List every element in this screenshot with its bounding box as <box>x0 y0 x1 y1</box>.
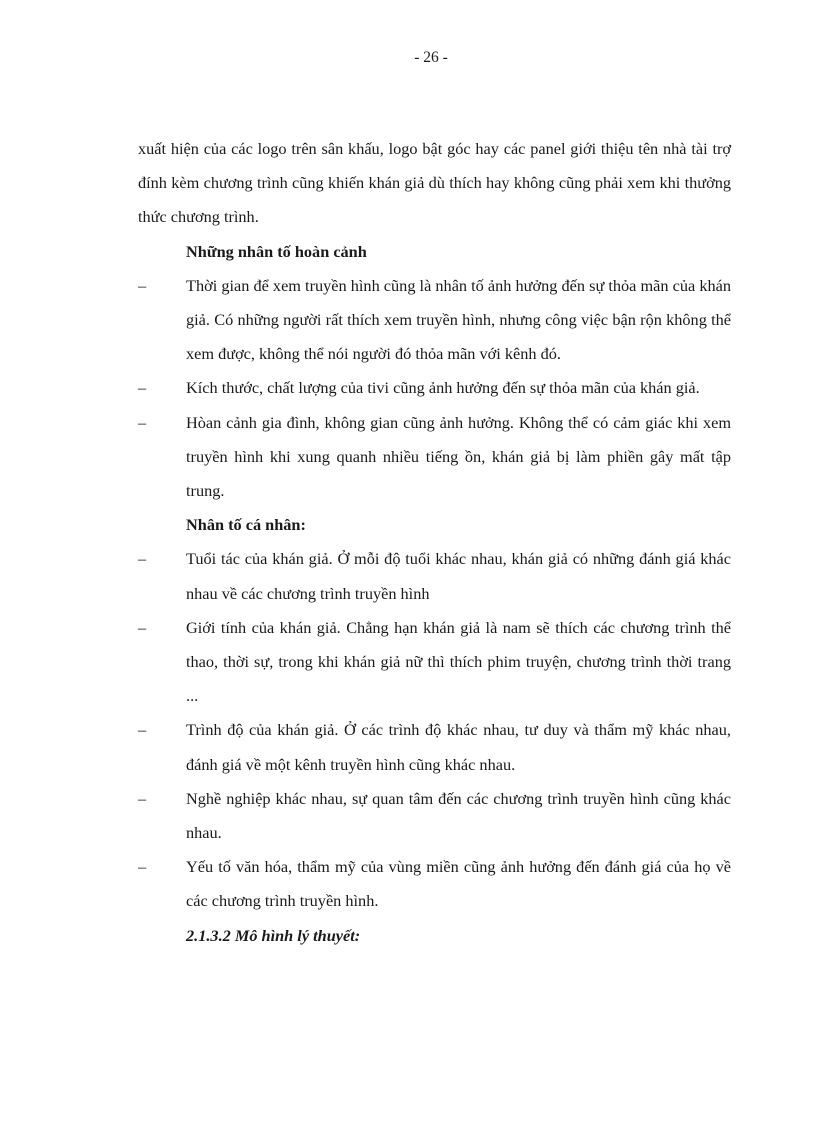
list-item <box>138 406 731 509</box>
bullet-dash: – <box>138 412 147 432</box>
list-item-text: Nghề nghiệp khác nhau, sự quan tâm đến các chương trình truyền hình cũng khác nhau. <box>186 788 731 843</box>
list-item-text: Hòan cảnh gia đình, không gian cũng ảnh hưởng. Không thể có cảm giác khi xem truyền hình khi xung quanh nhiều tiếng ồn, khán giả bị làm phiền gây mất tập trung. <box>186 412 731 501</box>
list-item-text: Kích thước, chất lượng của tivi cũng ảnh hưởng đến sự thỏa mãn của khán giả. <box>186 378 700 398</box>
section-heading-personal-factors: Nhân tố cá nhân: <box>186 515 306 535</box>
list-item-text: Trình độ của khán giả. Ở các trình độ khác nhau, tư duy và thẩm mỹ khác nhau, đánh giá về một kênh truyền hình cũng khác nhau. <box>186 720 731 774</box>
list-item <box>138 542 731 610</box>
bullet-dash: – <box>138 549 147 569</box>
bullet-dash: – <box>138 857 147 877</box>
bullet-dash: – <box>138 720 147 740</box>
bullet-dash: – <box>138 378 147 398</box>
list-item <box>138 713 731 781</box>
list-item <box>138 782 731 850</box>
intro-paragraph: xuất hiện của các logo trên sân khấu, logo bật góc hay các panel giới thiệu tên nhà tài trợ đính kèm chương trình cũng khiến khán giả dù thích hay không cũng phải xem khi thưởng thức chương trình. <box>138 139 731 227</box>
bullet-dash: – <box>138 275 147 295</box>
page-number: - 26 - <box>414 49 448 66</box>
section-heading-circumstantial-factors: Những nhân tố hoàn cảnh <box>186 241 367 261</box>
list-item <box>138 850 731 918</box>
list-item-text: Thời gian để xem truyền hình cũng là nhân tố ảnh hưởng đến sự thỏa mãn của khán giả. Có những người rất thích xem truyền hình, nhưng công việc bận rộn không thể xem được, không thể nói người đó thỏa mãn với kênh đó. <box>186 275 731 364</box>
list-item <box>138 611 731 714</box>
list-item-text: Giới tính của khán giả. Chẳng hạn khán giả là nam sẽ thích các chương trình thể thao, thời sự, trong khi khán giả nữ thì thích phim truyện, chương trình thời trang ... <box>186 617 731 706</box>
bullet-dash: – <box>138 617 147 637</box>
list-item-text: Tuổi tác của khán giả. Ở mỗi độ tuổi khác nhau, khán giả có những đánh giá khác nhau về các chương trình truyền hình <box>186 549 731 603</box>
bullet-dash: – <box>138 788 147 808</box>
list-item <box>138 269 731 372</box>
list-item-text: Yếu tố văn hóa, thẩm mỹ của vùng miền cũng ảnh hưởng đến đánh giá của họ về các chương trình truyền hình. <box>186 857 731 911</box>
list-item <box>138 371 731 405</box>
body-text <box>138 132 731 953</box>
section-heading-theoretical-model: 2.1.3.2 Mô hình lý thuyết: <box>186 925 361 945</box>
